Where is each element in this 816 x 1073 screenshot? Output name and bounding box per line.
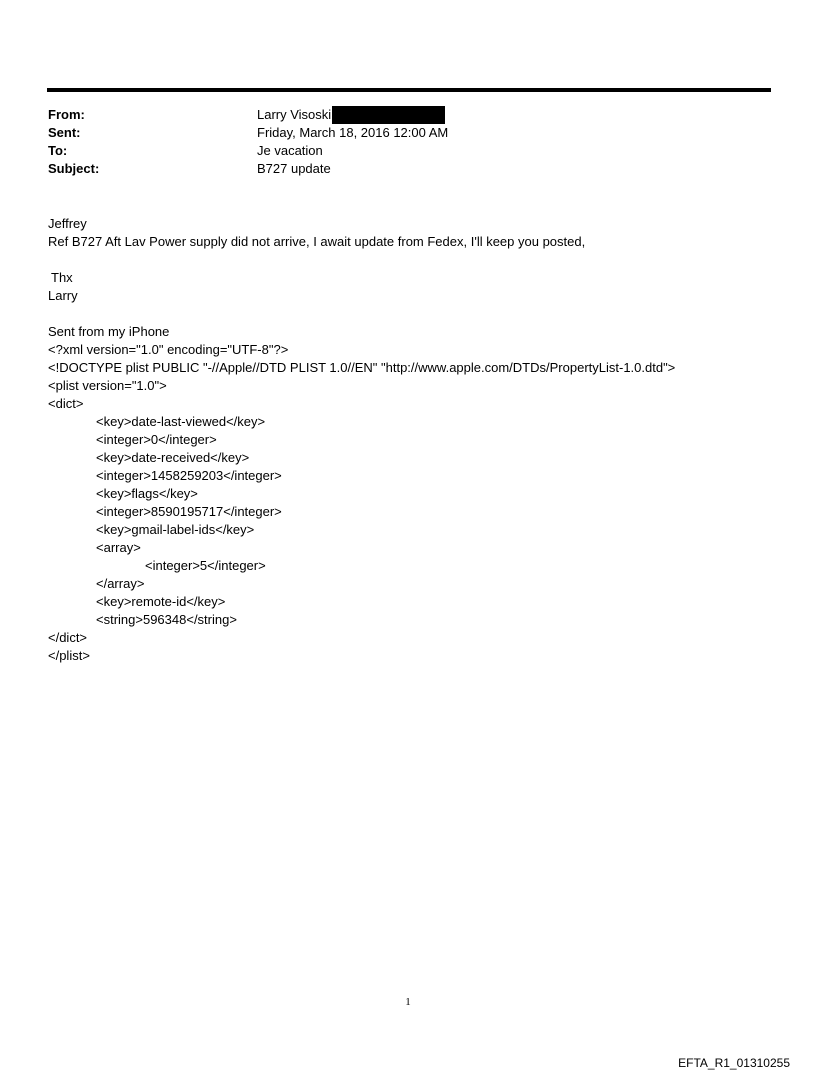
to-row [48,142,748,160]
page-number: 1 [405,996,411,1008]
email-body [48,215,788,665]
subject-value: B727 update [257,161,331,176]
thanks-text: Thx [51,270,73,285]
plist-value-line: <integer>0</integer> [96,432,217,447]
sent-label: Sent: [48,125,81,140]
spacer [48,305,788,323]
plist-open-tag: <plist version="1.0"> [48,378,167,393]
plist-array-close: </array> [96,576,145,591]
signature: Larry [48,288,78,303]
message-text: Ref B727 Aft Lav Power supply did not arrive, I await update from Fedex, I'll keep you posted, [48,234,586,249]
plist-doctype: <!DOCTYPE plist PUBLIC "-//Apple//DTD PLIST 1.0//EN" "http://www.apple.com/DTDs/PropertyList-1.0.dtd"> [48,360,676,375]
email-header [48,106,748,178]
plist-key-line: <key>gmail-label-ids</key> [96,522,255,537]
sent-value: Friday, March 18, 2016 12:00 AM [257,125,449,140]
dict-close-tag: </dict> [48,630,88,645]
plist-array-open: <array> [96,540,141,555]
from-name: Larry Visoski [257,107,332,122]
subject-label: Subject: [48,161,100,176]
plist-value-line: <string>596348</string> [96,612,237,627]
redaction-block [332,106,445,124]
from-value [257,106,445,124]
document-id: EFTA_R1_01310255 [678,1056,790,1070]
plist-key-line: <key>remote-id</key> [96,594,226,609]
plist-key-line: <key>date-received</key> [96,450,250,465]
from-row [48,106,748,124]
plist-xml-declaration: <?xml version="1.0" encoding="UTF-8"?> [48,342,289,357]
header-divider [47,88,771,92]
subject-row [48,160,748,178]
to-label: To: [48,143,68,158]
from-label: From: [48,107,85,122]
dict-open-tag: <dict> [48,396,84,411]
spacer [48,251,788,269]
plist-value-line: <integer>5</integer> [145,558,266,573]
plist-value-line: <integer>1458259203</integer> [96,468,282,483]
sent-from-text: Sent from my iPhone [48,324,170,339]
greeting: Jeffrey [48,216,87,231]
plist-key-line: <key>date-last-viewed</key> [96,414,266,429]
plist-close-tag: </plist> [48,648,90,663]
plist-key-line: <key>flags</key> [96,486,198,501]
plist-value-line: <integer>8590195717</integer> [96,504,282,519]
to-value: Je vacation [257,143,323,158]
sent-row [48,124,748,142]
